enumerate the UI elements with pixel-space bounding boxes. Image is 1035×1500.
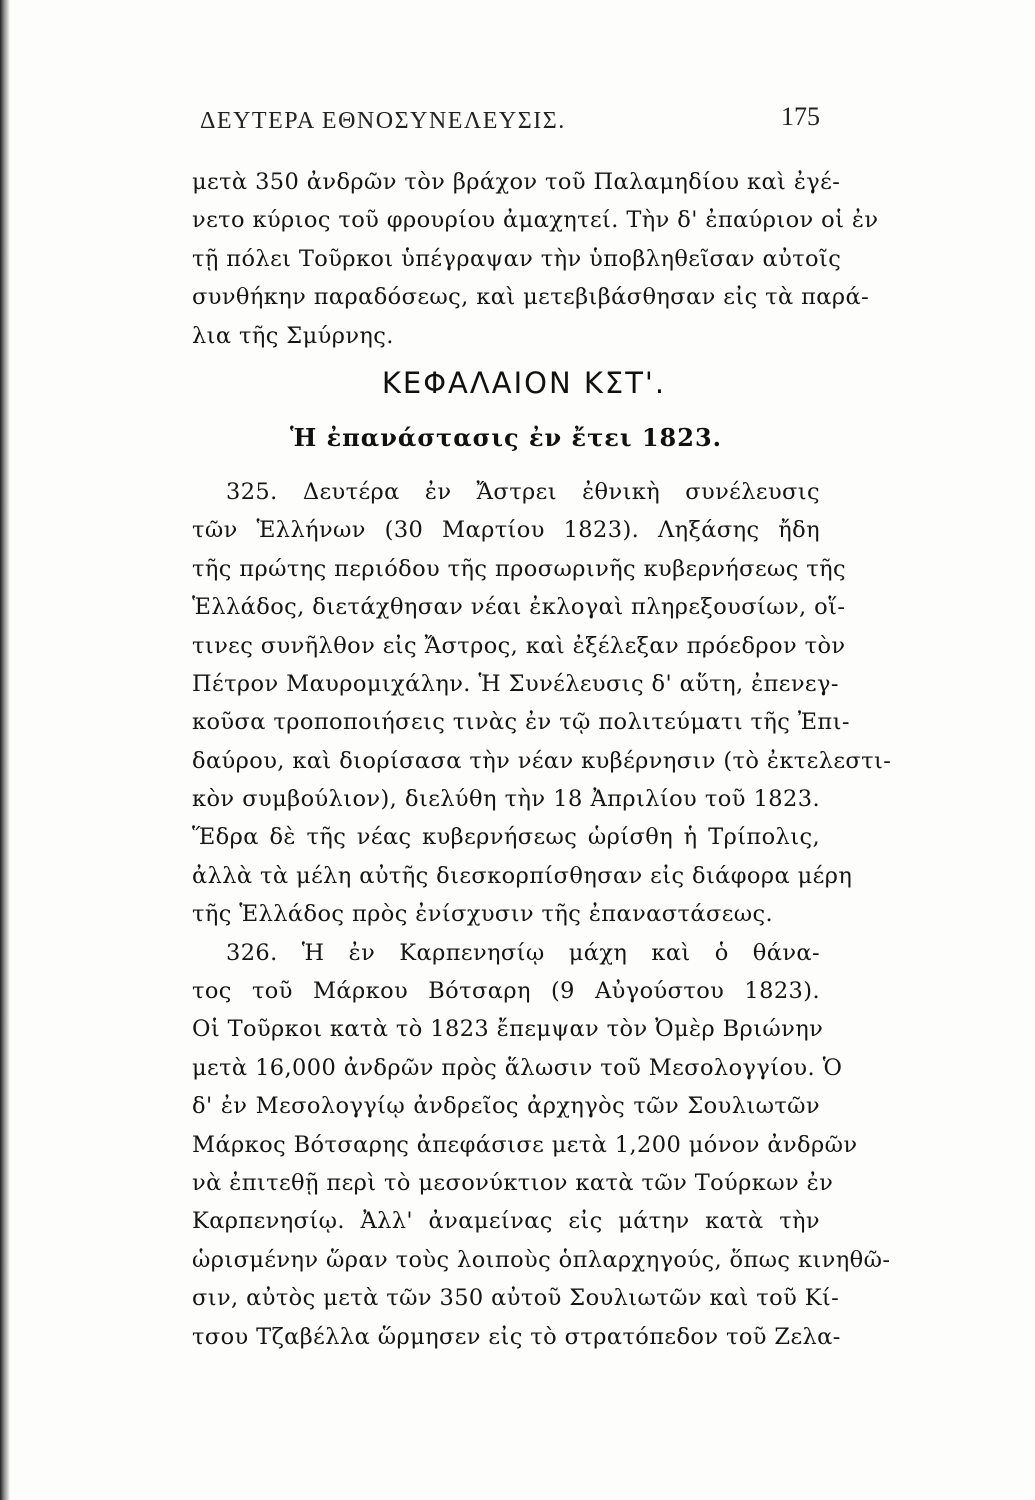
para-326-line: τσου Τζαβέλλα ὥρμησεν εἰς τὸ στρατόπεδον τοῦ Ζελα- xyxy=(192,1323,841,1350)
para-325-line: τῆς Ἑλλάδος πρὸς ἐνίσχυσιν τῆς ἐπαναστάσεως. xyxy=(192,901,774,928)
running-title: ΔΕΥΤΕΡΑ ΕΘΝΟΣΥΝΕΛΕΥΣΙΣ. xyxy=(200,108,566,134)
intro-line: τῇ πόλει Τοῦρκοι ὑπέγραψαν τὴν ὑποβληθεῖσαν αὐτοῖς xyxy=(192,245,842,272)
para-326-line: Μάρκος Βότσαρης ἀπεφάσισε μετὰ 1,200 μόνον ἀνδρῶν xyxy=(192,1131,858,1158)
para-325-line: Ἑλλάδος, διετάχθησαν νέαι ἐκλογαὶ πληρεξουσίων, οἵ- xyxy=(192,594,846,621)
para-325-line: 325. Δευτέρα ἐν Ἄστρει ἐθνικὴ συνέλευσις xyxy=(226,478,820,505)
running-header xyxy=(200,102,820,144)
page-number: 175 xyxy=(781,102,820,131)
intro-line: μετὰ 350 ἀνδρῶν τὸν βράχον τοῦ Παλαμηδίου καὶ ἐγέ- xyxy=(192,169,841,195)
section-heading: Ἡ ἐπανάστασις ἐν ἔτει 1823. xyxy=(290,422,722,452)
para-325-line: τῶν Ἑλλήνων (30 Μαρτίου 1823). Ληξάσης ἤδη xyxy=(192,517,820,544)
para-326-line: Οἱ Τοῦρκοι κατὰ τὸ 1823 ἔπεμψαν τὸν Ὀμὲρ Βριώνην xyxy=(192,1016,824,1043)
para-325-line: ἀλλὰ τὰ μέλη αὐτῆς διεσκορπίσθησαν εἰς διάφορα μέρη xyxy=(192,862,853,889)
para-326-line: μετὰ 16,000 ἀνδρῶν πρὸς ἅλωσιν τοῦ Μεσολογγίου. Ὁ xyxy=(192,1054,843,1081)
para-325-line: κὸν συμβούλιον), διελύθη τὴν 18 Ἀπριλίου τοῦ 1823. xyxy=(192,786,820,813)
para-325-line: κοῦσα τροποποιήσεις τινὰς ἐν τῷ πολιτεύματι τῆς Ἐπι- xyxy=(192,709,850,736)
para-326-line: Καρπενησίῳ. Ἀλλ' ἀναμείνας εἰς μάτην κατὰ τὴν xyxy=(192,1208,820,1235)
body-text xyxy=(192,163,892,1356)
para-326-line: σιν, αὐτὸς μετὰ τῶν 350 αὐτοῦ Σουλιωτῶν καὶ τοῦ Κί- xyxy=(192,1285,840,1312)
para-326-line: ὡρισμένην ὥραν τοὺς λοιποὺς ὁπλαρχηγούς, ὅπως κινηθῶ- xyxy=(192,1246,891,1273)
para-326-line: δ' ἐν Μεσολογγίῳ ἀνδρεῖος ἀρχηγὸς τῶν Σουλιωτῶν xyxy=(192,1093,820,1120)
para-325-line: τῆς πρώτης περιόδου τῆς προσωρινῆς κυβερνήσεως τῆς xyxy=(192,555,847,582)
para-325-line: Πέτρον Μαυρομιχάλην. Ἡ Συνέλευσις δ' αὕτη, ἐπενεγ- xyxy=(192,670,839,697)
page-binding-edge xyxy=(0,0,10,1500)
intro-line: συνθήκην παραδόσεως, καὶ μετεβιβάσθησαν εἰς τὰ παρά- xyxy=(192,284,870,311)
para-326-line: νὰ ἐπιτεθῇ περὶ τὸ μεσονύκτιον κατὰ τῶν Τούρκων ἐν xyxy=(192,1169,834,1196)
para-325-line: δαύρου, καὶ διορίσασα τὴν νέαν κυβέρνησιν (τὸ ἐκτελεστι- xyxy=(192,747,892,774)
para-326-line: 326. Ἡ ἐν Καρπενησίῳ μάχη καὶ ὁ θάνα- xyxy=(226,939,820,966)
para-325-line: τινες συνῆλθον εἰς Ἄστρος, καὶ ἐξέλεξαν πρόεδρον τὸν xyxy=(192,632,846,659)
para-325-line: Ἕδρα δὲ τῆς νέας κυβερνήσεως ὡρίσθη ἡ Τρίπολις, xyxy=(192,824,820,851)
para-326-line: τος τοῦ Μάρκου Βότσαρη (9 Αὐγούστου 1823). xyxy=(192,978,820,1005)
chapter-heading: ΚΕΦΑΛΑΙΟΝ ΚΣΤ'. xyxy=(381,365,667,400)
intro-line: λια τῆς Σμύρνης. xyxy=(192,322,394,349)
intro-line: νετο κύριος τοῦ φρουρίου ἀμαχητεί. Τὴν δ' ἐπαύριον οἱ ἐν xyxy=(192,207,879,234)
